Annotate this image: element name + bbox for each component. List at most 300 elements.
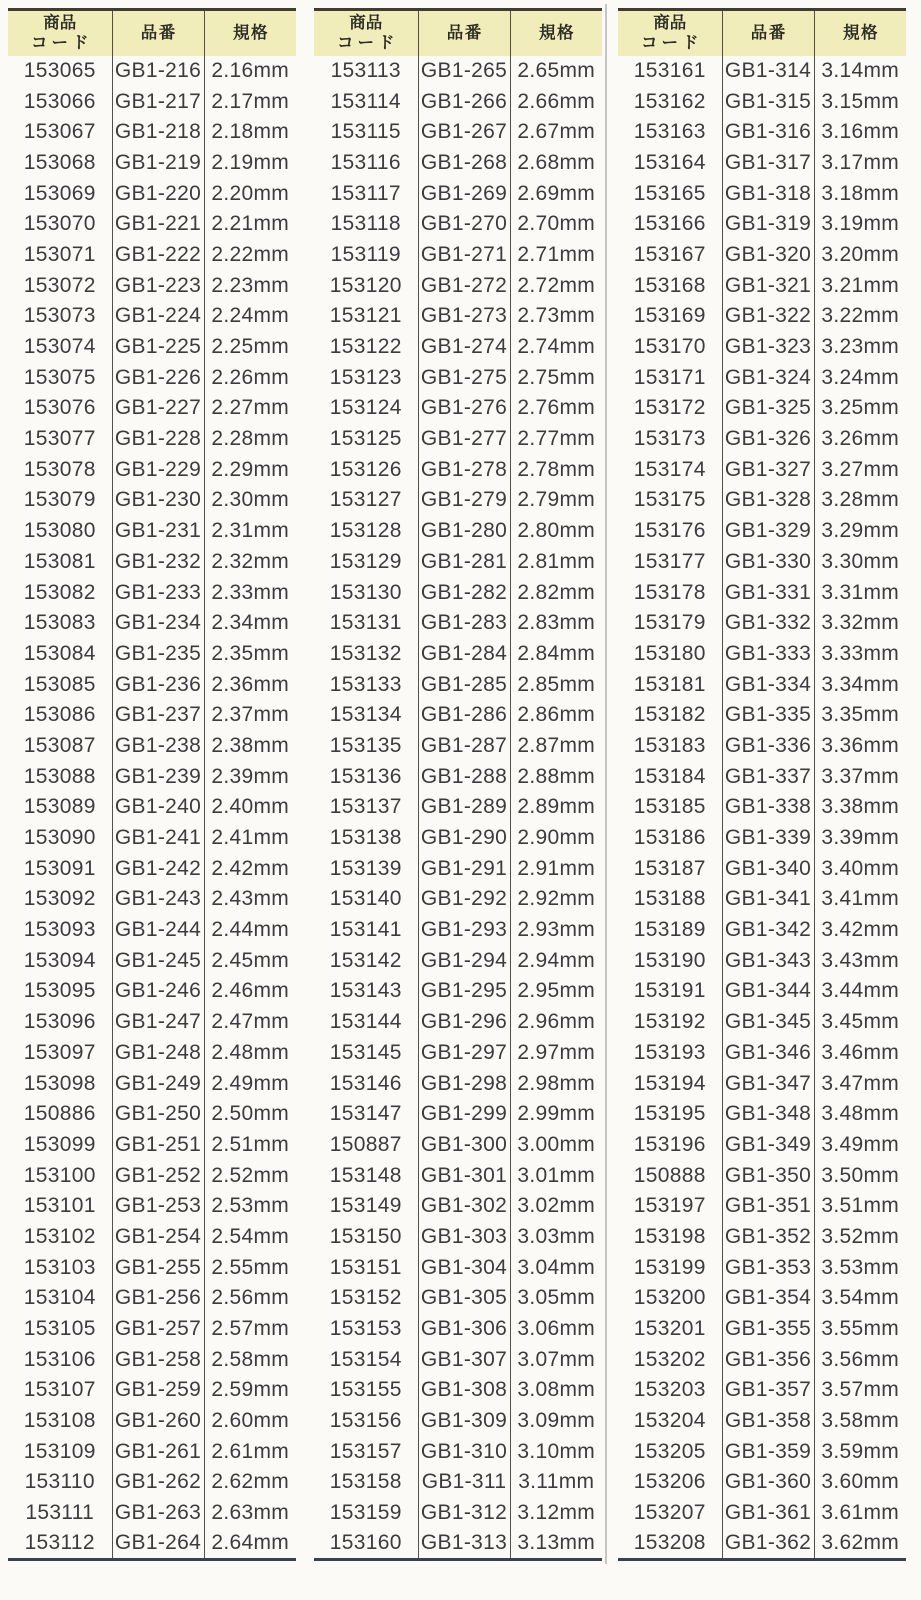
product-code-cell: 153196 [618,1130,722,1161]
spec-cell: 2.44mm [211,918,290,942]
part-number-cell: GB1-354 [722,1283,814,1314]
spec-cell: 3.18mm [821,181,900,205]
spec-cell: 3.47mm [821,1071,900,1095]
header-row [8,10,296,56]
spec-cell: 2.84mm [517,641,596,665]
spec-cell: 2.96mm [517,1010,596,1034]
part-number-cell: GB1-261 [112,1436,204,1467]
spec-cell: 2.51mm [211,1132,290,1156]
part-number-cell: GB1-289 [418,792,510,823]
part-number-cell: GB1-346 [722,1038,814,1069]
product-code-cell: 153067 [8,117,112,148]
table-row [618,1314,906,1345]
table-row [314,761,602,792]
product-code-cell: 153199 [618,1252,722,1283]
product-code-cell: 153188 [618,884,722,915]
table-row [618,884,906,915]
spec-cell: 3.06mm [517,1317,596,1341]
table-row [314,639,602,670]
table-row [618,945,906,976]
part-number-cell: GB1-320 [722,240,814,271]
part-number-cell: GB1-313 [418,1529,510,1560]
part-number-cell: GB1-307 [418,1344,510,1375]
table-row [314,454,602,485]
table-row [8,823,296,854]
spec-cell: 3.13mm [517,1531,596,1555]
table-row [618,761,906,792]
part-number-cell: GB1-334 [722,669,814,700]
part-number-cell: GB1-217 [112,86,204,117]
table-row [618,1068,906,1099]
product-code-cell: 153170 [618,332,722,363]
spec-cell: 3.61mm [821,1501,900,1525]
product-code-cell: 153197 [618,1191,722,1222]
table-row [314,1191,602,1222]
part-number-cell: GB1-264 [112,1529,204,1560]
header-row [618,10,906,56]
part-number-cell: GB1-331 [722,577,814,608]
part-number-cell: GB1-239 [112,761,204,792]
part-number-cell: GB1-352 [722,1222,814,1253]
product-code-cell: 153142 [314,945,418,976]
part-number-cell: GB1-233 [112,577,204,608]
table-row [314,209,602,240]
spec-cell: 3.37mm [821,764,900,788]
table-row [8,700,296,731]
spec-cell: 2.25mm [211,335,290,359]
spec-cell: 2.68mm [517,150,596,174]
spec-cell: 3.28mm [821,488,900,512]
table-row [314,700,602,731]
product-code-cell: 153153 [314,1314,418,1345]
spec-cell: 3.48mm [821,1102,900,1126]
spec-cell: 2.26mm [211,365,290,389]
product-code-cell: 153148 [314,1160,418,1191]
spec-cell: 3.52mm [821,1224,900,1248]
product-code-cell: 153191 [618,976,722,1007]
table-row [8,393,296,424]
part-number-cell: GB1-323 [722,332,814,363]
product-code-cell: 153101 [8,1191,112,1222]
spec-cell: 3.57mm [821,1378,900,1402]
product-code-cell: 153107 [8,1375,112,1406]
table-row [618,547,906,578]
part-number-cell: GB1-316 [722,117,814,148]
spec-cell: 3.59mm [821,1439,900,1463]
spec-cell: 3.21mm [821,273,900,297]
part-number-cell: GB1-311 [418,1467,510,1498]
product-code-cell: 153100 [8,1160,112,1191]
table-row [314,915,602,946]
header-part-number: 品番 [418,10,510,56]
product-code-cell: 153206 [618,1467,722,1498]
part-number-cell: GB1-281 [418,547,510,578]
table-row [8,516,296,547]
spec-cell: 3.01mm [517,1163,596,1187]
part-number-cell: GB1-274 [418,332,510,363]
spec-cell: 3.11mm [518,1470,595,1494]
part-number-cell: GB1-237 [112,700,204,731]
table-row [8,56,296,87]
table-row [618,454,906,485]
table-row [618,240,906,271]
table-row [8,915,296,946]
spec-cell: 2.32mm [211,549,290,573]
spec-cell: 2.60mm [211,1409,290,1433]
table-row [8,332,296,363]
part-number-cell: GB1-238 [112,731,204,762]
part-number-cell: GB1-300 [418,1130,510,1161]
spec-cell: 2.50mm [211,1102,290,1126]
product-code-cell: 153080 [8,516,112,547]
spec-cell: 2.55mm [211,1255,290,1279]
part-number-cell: GB1-241 [112,823,204,854]
spec-cell: 3.29mm [821,519,900,543]
table-row [618,1130,906,1161]
part-number-cell: GB1-351 [722,1191,814,1222]
product-code-cell: 153137 [314,792,418,823]
part-number-cell: GB1-260 [112,1406,204,1437]
spec-cell: 3.34mm [821,672,900,696]
product-code-cell: 153173 [618,424,722,455]
header-product-code-line1: 商品 [653,13,687,32]
table-row [618,608,906,639]
product-code-cell: 150886 [8,1099,112,1130]
spec-cell: 2.64mm [211,1531,290,1555]
part-number-cell: GB1-280 [418,516,510,547]
part-number-cell: GB1-345 [722,1007,814,1038]
part-number-cell: GB1-268 [418,148,510,179]
product-code-cell: 153135 [314,731,418,762]
part-number-cell: GB1-342 [722,915,814,946]
spec-cell: 3.19mm [821,212,900,236]
part-number-cell: GB1-230 [112,485,204,516]
spec-cell: 2.77mm [517,427,596,451]
table-row [8,301,296,332]
part-number-cell: GB1-356 [722,1344,814,1375]
spec-cell: 3.38mm [821,795,900,819]
product-code-cell: 153160 [314,1529,418,1560]
part-number-cell: GB1-267 [418,117,510,148]
part-number-cell: GB1-296 [418,1007,510,1038]
table-row [314,56,602,87]
spec-cell: 2.86mm [517,703,596,727]
product-code-cell: 153078 [8,454,112,485]
product-code-cell: 153159 [314,1498,418,1529]
spec-cell: 2.78mm [517,457,596,481]
product-code-cell: 153127 [314,485,418,516]
part-number-cell: GB1-290 [418,823,510,854]
spec-cell: 2.69mm [517,181,596,205]
product-code-cell: 153156 [314,1406,418,1437]
part-number-cell: GB1-299 [418,1099,510,1130]
part-number-cell: GB1-325 [722,393,814,424]
part-number-cell: GB1-341 [722,884,814,915]
part-number-cell: GB1-295 [418,976,510,1007]
table-row [618,1344,906,1375]
part-number-cell: GB1-310 [418,1436,510,1467]
table-row [618,1498,906,1529]
part-number-cell: GB1-277 [418,424,510,455]
spec-cell: 3.35mm [821,703,900,727]
table-row [314,945,602,976]
table-row [618,148,906,179]
part-number-cell: GB1-249 [112,1068,204,1099]
spec-cell: 2.48mm [211,1040,290,1064]
part-number-cell: GB1-273 [418,301,510,332]
part-number-cell: GB1-358 [722,1406,814,1437]
part-number-cell: GB1-251 [112,1130,204,1161]
table-row [314,1252,602,1283]
table-row [618,669,906,700]
product-code-cell: 153139 [314,853,418,884]
product-code-cell: 153152 [314,1283,418,1314]
table-row [8,1191,296,1222]
table-row [618,1406,906,1437]
product-code-cell: 153189 [618,915,722,946]
table-row [314,270,602,301]
product-code-cell: 153087 [8,731,112,762]
part-number-cell: GB1-252 [112,1160,204,1191]
spec-cell: 3.10mm [517,1439,596,1463]
product-code-cell: 153180 [618,639,722,670]
table-row [618,1467,906,1498]
spec-cell: 2.19mm [211,150,290,174]
table-row [314,1038,602,1069]
table-row [314,178,602,209]
part-number-cell: GB1-245 [112,945,204,976]
part-number-cell: GB1-353 [722,1252,814,1283]
table-row [8,1007,296,1038]
product-code-cell: 153095 [8,976,112,1007]
spec-cell: 2.65mm [517,58,596,82]
table-row [8,945,296,976]
spec-cell: 3.22mm [821,304,900,328]
part-number-cell: GB1-220 [112,178,204,209]
part-number-cell: GB1-327 [722,454,814,485]
spec-cell: 2.16mm [211,58,290,82]
product-code-cell: 153074 [8,332,112,363]
product-code-cell: 153075 [8,362,112,393]
part-number-cell: GB1-338 [722,792,814,823]
spec-cell: 3.45mm [821,1010,900,1034]
table-row [8,761,296,792]
part-number-cell: GB1-360 [722,1467,814,1498]
product-code-cell: 153178 [618,577,722,608]
part-number-cell: GB1-347 [722,1068,814,1099]
table-row [618,393,906,424]
part-number-cell: GB1-272 [418,270,510,301]
spec-cell: 2.20mm [211,181,290,205]
product-code-cell: 153079 [8,485,112,516]
spec-cell: 2.99mm [517,1102,596,1126]
spec-cell: 3.20mm [821,242,900,266]
spec-cell: 3.26mm [821,427,900,451]
product-code-cell: 153193 [618,1038,722,1069]
spec-cell: 2.45mm [211,948,290,972]
product-code-cell: 153168 [618,270,722,301]
spec-cell: 2.37mm [211,703,290,727]
spec-cell: 2.63mm [211,1501,290,1525]
spec-cell: 2.98mm [517,1071,596,1095]
part-number-cell: GB1-291 [418,853,510,884]
table-row [314,731,602,762]
table-row [314,1130,602,1161]
table-row [618,1529,906,1560]
part-number-cell: GB1-287 [418,731,510,762]
product-code-cell: 153073 [8,301,112,332]
spec-cell: 2.41mm [211,826,290,850]
table-row [618,792,906,823]
spec-cell: 2.59mm [211,1378,290,1402]
product-code-cell: 153205 [618,1436,722,1467]
header-product-code-line2: コード [337,34,399,53]
product-code-cell: 153158 [314,1467,418,1498]
table-row [8,240,296,271]
part-number-cell: GB1-253 [112,1191,204,1222]
part-number-cell: GB1-321 [722,270,814,301]
product-code-cell: 153192 [618,1007,722,1038]
part-number-cell: GB1-223 [112,270,204,301]
product-code-cell: 153141 [314,915,418,946]
table-row [314,148,602,179]
product-code-cell: 153147 [314,1099,418,1130]
table-row [8,86,296,117]
header-part-number: 品番 [112,10,204,56]
table-row [8,1314,296,1345]
spec-cell: 2.74mm [517,335,596,359]
table-row [8,853,296,884]
table-row [618,1007,906,1038]
table-row [314,1406,602,1437]
part-number-cell: GB1-305 [418,1283,510,1314]
table-row [618,117,906,148]
product-code-cell: 153140 [314,884,418,915]
product-code-cell: 150887 [314,1130,418,1161]
part-number-cell: GB1-359 [722,1436,814,1467]
product-code-cell: 153201 [618,1314,722,1345]
product-code-cell: 153102 [8,1222,112,1253]
table-row [618,915,906,946]
product-code-cell: 153146 [314,1068,418,1099]
product-code-cell: 153116 [314,148,418,179]
spec-cell: 2.23mm [211,273,290,297]
table-row [618,485,906,516]
product-code-cell: 153130 [314,577,418,608]
part-number-cell: GB1-228 [112,424,204,455]
spec-cell: 3.32mm [821,611,900,635]
product-code-cell: 153145 [314,1038,418,1069]
part-number-cell: GB1-340 [722,853,814,884]
part-number-cell: GB1-292 [418,884,510,915]
table-row [8,639,296,670]
spec-cell: 3.58mm [821,1409,900,1433]
spec-cell: 2.85mm [517,672,596,696]
spec-cell: 2.24mm [211,304,290,328]
product-code-cell: 153154 [314,1344,418,1375]
product-code-cell: 153104 [8,1283,112,1314]
table-row [618,516,906,547]
product-code-cell: 153118 [314,209,418,240]
spec-cell: 2.54mm [211,1224,290,1248]
product-code-cell: 153167 [618,240,722,271]
part-number-cell: GB1-258 [112,1344,204,1375]
part-number-cell: GB1-314 [722,56,814,87]
part-number-cell: GB1-235 [112,639,204,670]
product-code-cell: 153163 [618,117,722,148]
table-row [8,1529,296,1560]
spec-cell: 3.60mm [821,1470,900,1494]
table-row [8,454,296,485]
part-number-cell: GB1-303 [418,1222,510,1253]
part-number-cell: GB1-344 [722,976,814,1007]
table-row [8,148,296,179]
table-row [314,117,602,148]
product-code-cell: 153111 [8,1498,112,1529]
spec-cell: 3.09mm [517,1409,596,1433]
part-number-cell: GB1-317 [722,148,814,179]
table-row [314,547,602,578]
part-number-cell: GB1-350 [722,1160,814,1191]
product-code-cell: 153203 [618,1375,722,1406]
spec-cell: 2.28mm [211,427,290,451]
spec-cell: 3.42mm [821,918,900,942]
table-row [8,669,296,700]
table-row [618,731,906,762]
spec-cell: 2.21mm [211,212,290,236]
spec-cell: 3.08mm [517,1378,596,1402]
spec-cell: 2.90mm [517,826,596,850]
table-row [8,884,296,915]
spec-cell: 3.17mm [821,150,900,174]
table-row [314,1099,602,1130]
table-row [618,86,906,117]
spec-cell: 3.33mm [821,641,900,665]
product-code-cell: 153182 [618,700,722,731]
part-number-cell: GB1-328 [722,485,814,516]
product-code-cell: 153183 [618,731,722,762]
table-row [618,301,906,332]
spec-cell: 3.55mm [821,1317,900,1341]
table-row [618,700,906,731]
table-row [8,117,296,148]
spec-cell: 2.87mm [517,733,596,757]
part-number-cell: GB1-266 [418,86,510,117]
spec-cell: 3.07mm [517,1347,596,1371]
product-code-cell: 153077 [8,424,112,455]
part-number-cell: GB1-312 [418,1498,510,1529]
spec-cell: 3.50mm [821,1163,900,1187]
table-row [8,209,296,240]
header-product-code-line2: コード [31,34,93,53]
part-number-cell: GB1-262 [112,1467,204,1498]
header-row [314,10,602,56]
spec-cell: 2.66mm [517,89,596,113]
spec-cell: 3.53mm [821,1255,900,1279]
table-body-middle [314,56,602,1560]
table-row [8,362,296,393]
spec-cell: 2.75mm [517,365,596,389]
table-row [8,1344,296,1375]
table-row [314,86,602,117]
product-code-cell: 153136 [314,761,418,792]
table-row [314,1436,602,1467]
product-code-cell: 153068 [8,148,112,179]
part-number-cell: GB1-336 [722,731,814,762]
part-number-cell: GB1-250 [112,1099,204,1130]
spec-cell: 2.38mm [211,733,290,757]
product-code-cell: 153174 [618,454,722,485]
